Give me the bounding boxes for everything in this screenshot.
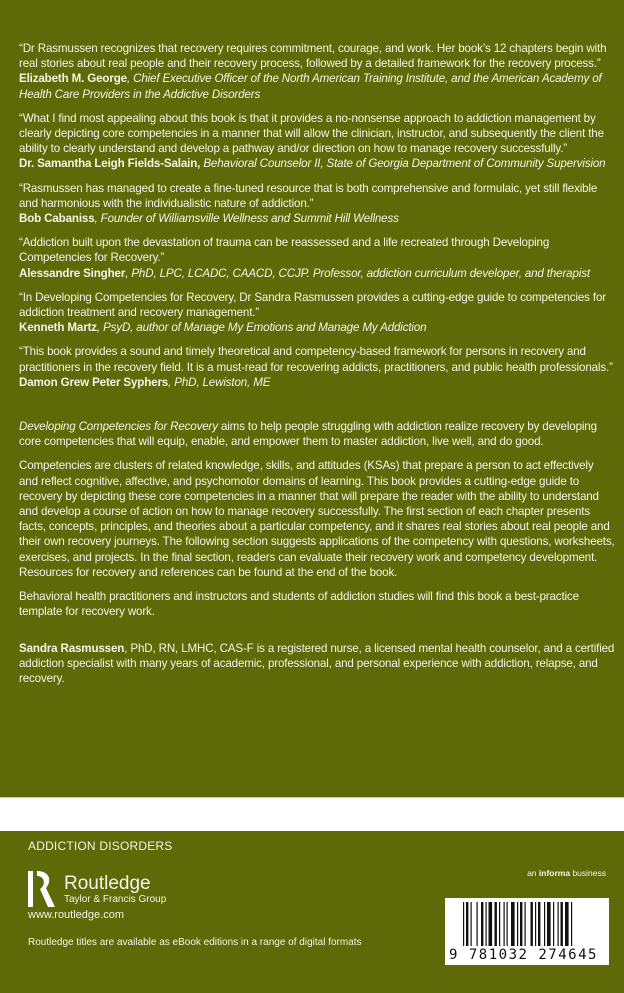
series-label: ADDICTION DISORDERS — [28, 839, 173, 853]
endorsement-quote: “Dr Rasmussen recognizes that recovery requires commitment, courage, and work. Her book’s 12 chapters begin with real stories about real people and their recovery process, followed by a detailed framework for the recovery process.” — [19, 42, 607, 71]
isbn-barcode — [445, 898, 609, 965]
endorsement-attribution — [19, 375, 615, 390]
endorsement — [19, 41, 615, 102]
publisher-name: Routledge — [64, 872, 151, 894]
endorsement — [19, 344, 615, 390]
barcode-bar — [511, 902, 515, 946]
barcode-bar — [471, 902, 472, 946]
endorser-name: Bob Cabaniss — [19, 212, 95, 226]
barcode-bar — [495, 902, 497, 946]
cover-text — [19, 41, 615, 695]
author-name: Sandra Rasmussen — [19, 641, 125, 655]
endorsement-quote: “In Developing Competencies for Recovery, Dr Sandra Rasmussen provides a cutting-edge guide to competencies for addiction treatment and recovery management.” — [19, 290, 606, 320]
endorsement-attribution — [19, 71, 615, 101]
barcode-bar — [544, 902, 545, 946]
endorsement-attribution — [19, 266, 615, 281]
endorser-name: Dr. Samantha Leigh Fields-Salain, — [19, 157, 201, 171]
author-bio-text: , PhD, RN, LMHC, CAS-F is a registered nurse, a licensed mental health counselor, and a certified addiction specialist with many years of academic, professional, and personal experience with addiction, relapse, and recovery. — [19, 641, 615, 685]
informa-bold: informa — [538, 868, 571, 878]
publisher-url[interactable]: www.routledge.com — [28, 909, 124, 921]
endorsements — [19, 41, 615, 390]
barcode-bar — [547, 902, 551, 946]
description-p2: Competencies are clusters of related knowledge, skills, and attitudes (KSAs) that prepare a person to act effectively and reflect cognitive, affective, and psychomotor domains of learning. This book provides a cutting-edge guide to recovery by depicting these core competencies in a manner that will prepare the reader with the ability to understand and develop a course of action on how to manage recovery successfully. The first section of each chapter presents facts, concepts, principles, and theories about a particular competency, and it shares real stories about real people and their own recovery journeys. The following section suggests applications of the competency with questions, worksheets, exercises, and projects. In the final section, readers can evaluate their recovery work and competency development. Resources for recovery and references can be found at the end of the book. — [19, 459, 615, 579]
book-title: Developing Competencies for Recovery — [19, 420, 218, 434]
barcode-bar — [558, 902, 559, 946]
description-p3: Behavioral health practitioners and instructors and students of addiction studies will find this book a best-practice template for recovery work. — [19, 590, 579, 619]
endorsement-attribution — [19, 320, 615, 335]
barcode-bar — [553, 902, 554, 946]
endorser-name: Alessandre Singher — [19, 266, 126, 280]
endorsement-attribution — [19, 156, 615, 171]
publisher-group: Taylor & Francis Group — [64, 893, 167, 905]
barcode-bar — [486, 902, 487, 946]
barcode-bar — [531, 902, 533, 946]
endorser-affiliation: , Chief Executive Officer of the North American Training Institute, and the American Academy of Health Care Providers in the Addictive Disorders — [19, 72, 602, 101]
ebook-note: Routledge titles are available as eBook editions in a range of digital formats — [28, 937, 362, 948]
isbn-number: 9 781032 274645 — [449, 947, 598, 963]
informa-tagline — [527, 868, 606, 878]
endorser-affiliation: , PsyD, author of Manage My Emotions and Manage My Addiction — [96, 321, 427, 335]
barcode-bar — [507, 902, 508, 946]
barcode-bar — [538, 902, 540, 946]
barcode-bar — [561, 902, 563, 946]
endorsement — [19, 111, 615, 172]
barcode-bar — [565, 902, 569, 946]
author-bio — [19, 641, 615, 687]
endorsement-quote: “Addiction built upon the devastation of trauma can be reassessed and a life recreated through Developing Competencies for Recovery.” — [19, 236, 550, 265]
endorsement — [19, 235, 615, 281]
endorsement-attribution — [19, 211, 615, 226]
barcode-bar — [520, 902, 522, 946]
routledge-logo-icon — [28, 869, 58, 909]
barcode-bar — [481, 902, 483, 946]
endorser-affiliation: , PhD, Lewiston, ME — [168, 375, 271, 389]
endorsement-quote: “What I find most appealing about this book is that it provides a no-nonsense approach to addiction management by clearly depicting core competencies in a manner that will allow the clinician, instructor, and subsequently the client the ability to clearly understand and develop a pathway and/or direction on how to manage recovery successfully.” — [19, 111, 604, 156]
barcode-bar — [477, 902, 478, 946]
routledge-logo — [28, 869, 166, 909]
endorsement — [19, 181, 615, 227]
description-text: aims to help people struggling with addiction realize recovery by developing core competencies that will equip, enable, and empower them to master addiction, live well, and do good. — [19, 420, 597, 449]
endorser-name: Elizabeth M. George — [19, 72, 127, 86]
informa-pre: an — [527, 868, 539, 878]
informa-post: business — [570, 868, 606, 878]
barcode-bar — [525, 902, 526, 946]
endorser-affiliation: , Founder of Williamsville Wellness and Summit Hill Wellness — [94, 212, 399, 226]
endorser-name: Kenneth Martz — [19, 321, 97, 335]
endorser-affiliation: , PhD, LPC, LCADC, CAACD, CCJP. Professor, addiction curriculum developer, and therapist — [125, 266, 590, 280]
barcode-bars — [463, 902, 603, 946]
barcode-bar — [463, 902, 464, 946]
endorser-affiliation: Behavioral Counselor II, State of Georgia Department of Community Supervision — [200, 157, 606, 171]
barcode-bar — [504, 902, 505, 946]
description-p1 — [19, 419, 615, 449]
barcode-bar — [517, 902, 518, 946]
barcode-bar — [571, 902, 572, 946]
endorser-name: Damon Grew Peter Syphers — [19, 375, 169, 389]
endorsement — [19, 290, 615, 336]
endorsement-quote: “This book provides a sound and timely theoretical and competency-based framework for persons in recovery and practitioners in the recovery field. It is a must-read for recovering addicts, practitioners, and public health professionals.” — [19, 345, 613, 374]
endorsement-quote: “Rasmussen has managed to create a fine-tuned resource that is both comprehensive and formulaic, yet still flexible and harmonious with the individualistic nature of addiction.” — [19, 181, 598, 210]
divider-band — [0, 797, 624, 832]
barcode-bar — [535, 902, 536, 946]
barcode-bar — [466, 902, 468, 946]
barcode-bar — [499, 902, 500, 946]
barcode-bar — [489, 902, 493, 946]
